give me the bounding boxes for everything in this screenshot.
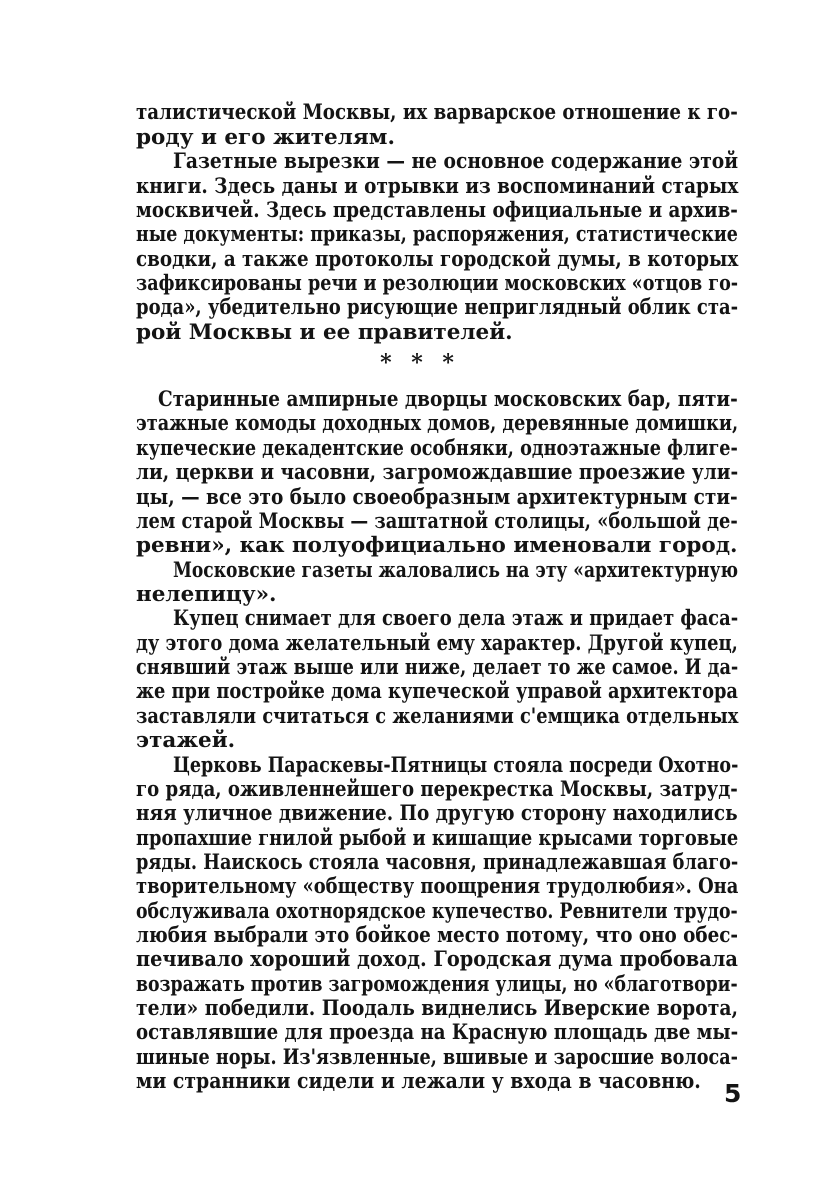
text-line: москвичей. Здесь представлены официальные и архив-: [136, 198, 738, 223]
text-line: заставляли считаться с желаниями с'емщика отдельных: [136, 704, 739, 729]
text-line: печивало хороший доход. Городская дума пробовала: [136, 947, 738, 972]
text-line: обслуживала охотнорядское купечество. Ревнители трудо-: [136, 899, 738, 924]
text-line: ли, церкви и часовни, загромождавшие проезжие ули-: [136, 460, 739, 485]
text-line: сводки, а также протоколы городской думы, в которых: [136, 247, 739, 272]
text-line: ревни», как полуофициально именовали город.: [136, 533, 738, 558]
text-line: го ряда, оживленнейшего перекрестка Москвы, затруд-: [136, 777, 738, 802]
text-line: купеческие декадентские особняки, одноэтажные флиге-: [136, 436, 738, 461]
section-divider: * * *: [380, 350, 460, 376]
text-line: ми странники сидели и лежали у входа в часовню.: [136, 1069, 701, 1094]
text-line: зафиксированы речи и резолюции московских «отцов го-: [136, 271, 739, 296]
text-line: шиные норы. Из'язвленные, вшивые и заросшие волоса-: [136, 1045, 738, 1070]
text-line: ные документы: приказы, распоряжения, статистические: [136, 222, 738, 247]
text-line: Старинные ампирные дворцы московских бар, пяти-: [158, 387, 738, 412]
text-line: любия выбрали это бойкое место потому, что оно обес-: [136, 923, 739, 948]
text-line: нелепицу».: [136, 582, 277, 607]
page-number: 5: [724, 1079, 742, 1108]
text-line: этажные комоды доходных домов, деревянные домишки,: [136, 411, 739, 436]
text-line: цы, — все это было своеобразным архитектурным сти-: [136, 485, 738, 510]
text-line: рода», убедительно рисующие неприглядный облик ста-: [136, 295, 739, 320]
text-line: Газетные вырезки — не основное содержание этой: [173, 149, 739, 174]
text-line: Церковь Параскевы-Пятницы стояла посреди Охотно-: [173, 753, 739, 778]
text-line: творительному «обществу поощрения трудолюбия». Она: [136, 874, 739, 899]
text-line: Московские газеты жаловались на эту «архитектурную: [173, 558, 739, 583]
text-line: пропахшие гнилой рыбой и кишащие крысами торговые: [136, 826, 739, 851]
text-line: лем старой Москвы — заштатной столицы, «большой де-: [136, 509, 738, 534]
text-line: ряды. Наискось стояла часовня, принадлежавшая благо-: [136, 850, 739, 875]
text-line: снявший этаж выше или ниже, делает то же самое. И да-: [136, 655, 739, 680]
text-line: роду и его жителям.: [136, 125, 395, 150]
text-line: тели» победили. Поодаль виднелись Иверские ворота,: [136, 996, 738, 1021]
text-line: этажей.: [136, 728, 236, 753]
text-line: няя уличное движение. По другую сторону находились: [136, 801, 738, 826]
text-line: ду этого дома желательный ему характер. Другой купец,: [136, 631, 738, 656]
text-line: рой Москвы и ее правителей.: [136, 320, 513, 345]
text-line: возражать против загромождения улицы, но «благотвори-: [136, 972, 738, 997]
text-line: талистической Москвы, их варварское отношение к го-: [136, 100, 738, 125]
text-line: Купец снимает для своего дела этаж и придает фаса-: [173, 606, 739, 631]
text-line: оставлявшие для проезда на Красную площадь две мы-: [136, 1020, 739, 1045]
text-line: же при постройке дома купеческой управой архитектора: [136, 679, 738, 704]
text-line: книги. Здесь даны и отрывки из воспоминаний старых: [136, 174, 739, 199]
